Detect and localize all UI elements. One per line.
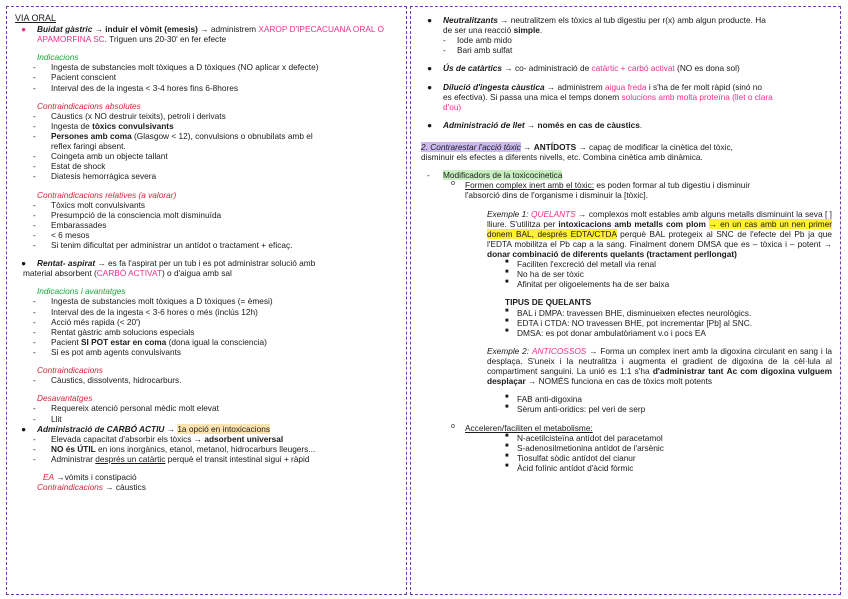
llet-head: Administració de llet (443, 119, 525, 130)
anticossos-label: ANTICOSSOS (531, 345, 587, 356)
catartics-item: ● Ús de catàrtics → co- administració de catàrtic + carbó activat (NO es dona sol) (427, 63, 740, 74)
list-item: ■ S-adenosilmetionina antídot de l'arsènic (505, 442, 664, 453)
left-panel (6, 6, 407, 595)
tipus-heading: TIPUS DE QUELANTS (505, 297, 592, 308)
list-item: - Ingesta de substancies molt tòxiques a D tòxiques (= èmesi) (33, 296, 273, 307)
label-desav: Desavantatges (37, 393, 93, 404)
list-item: - Ingesta de substancies molt tòxiques a D tòxiques (NO aplicar x defecte) (33, 62, 319, 73)
list-item: ■ Afinitat per oligoelements ha de ser baixa (505, 279, 670, 290)
neutral-item: ● Neutralitzants → neutralitzem els tòxics al tub digestiu per r(x) amb algun producte. Ha (427, 15, 766, 25)
carbo-list (15, 434, 400, 464)
catartics-head: Ús de catàrtics (443, 63, 503, 74)
buidat-head: Buidat gàstric (37, 23, 93, 34)
neutral-cont: de ser una reacció simple. (443, 25, 543, 36)
list-item: ■ No ha de ser tòxic (505, 269, 584, 280)
list-item: ■ BAL i DMPA: travessen BHE, disminueixen efectes neurològics. (505, 307, 752, 318)
list-item: - Requereix atenció personal mèdic molt elevat (33, 403, 219, 414)
list-item: - Bari amb sulfat (443, 45, 513, 56)
buidat-ind-list (15, 62, 400, 92)
arrow: → (164, 423, 178, 434)
list-item: ■ Tiosulfat sòdic antídot del cianur (505, 452, 636, 463)
list-item: ■ Faciliten l'excreció del metall via renal (505, 259, 657, 270)
right-panel (410, 6, 841, 595)
sec2-highlight: 2. Contrarestar l'acció tòxic (421, 141, 521, 152)
bullet-icon: ● (427, 81, 433, 92)
bullet-icon: ● (427, 119, 433, 130)
list-item: ■ DMSA: es pot donar ambulatòriament v.o i pocs EA (505, 327, 706, 338)
list-item: - Si tenim dificultat per administrar un antídot o tractament + eficaç. (33, 240, 293, 251)
list-item: - Administrar després un catàrtic perquè el transit intestinal sigui + ràpid (33, 454, 310, 465)
section-title: VIA ORAL (15, 13, 57, 23)
list-item: - Càustics, dissolvents, hidrocarburs. (33, 375, 182, 386)
list-item: - Iode amb mido (443, 35, 512, 46)
list-item: - Rentat gàstric amb solucions especials (33, 326, 195, 337)
list-item-cont: reflex faringi absent. (51, 141, 126, 152)
list-item: ■ Sèrum anti-oridics: pel veri de serp (505, 404, 646, 415)
bullet-icon: ● (21, 423, 27, 434)
complex-cont: l'absorció dins de l'organisme i disminuir la [tòxic]. (465, 190, 649, 201)
list-item: - < 6 mesos (33, 229, 90, 240)
text: es fa l'aspirat per un tub i es pot administrar solució amb (108, 258, 316, 269)
label-ind-avant: Indicacions i avantatges (37, 286, 126, 297)
text: . Triguen uns 20-30' en fer efecte (104, 34, 227, 45)
list-item: - Llit (33, 413, 62, 424)
list-item: - Interval des de la ingesta < 3-4 hores fins 6-8hores (33, 82, 239, 93)
label-contra-rel: Contraindicacions relatives (a valorar) (37, 189, 177, 200)
rentat-cont: material absorbent (CARBÓ ACTIVAT) o d'aigua amb sal (23, 268, 232, 279)
carbo-ci: Contraindicacions → càustics (37, 482, 146, 493)
bullet-icon: ● (21, 23, 27, 34)
list-item: - Si es pot amb agents convulsivants (33, 347, 182, 358)
buidat-drug: XAROP D'IPECACUANA ORAL O APAMORFINA SC (37, 23, 384, 45)
list-item: - Acció més rapida (< 20') (33, 316, 141, 327)
arrow: → (92, 23, 106, 34)
arrow: → (95, 258, 109, 269)
rentat-head: Rentat- aspirat (37, 258, 96, 269)
dilucio-item: ● Dilució d'ingesta càustica → administrem aigua freda i s'ha de fer molt ràpid (sinó no (427, 81, 763, 92)
bullet-icon: ● (21, 258, 27, 269)
list-item: - Interval des de la ingesta < 3-6 hores o més (inclús 12h) (33, 306, 258, 317)
label-indicacions: Indicacions (37, 52, 79, 63)
carbo-ea: EA →vòmits i constipació (43, 472, 137, 483)
quelants-label: QUELANTS (531, 208, 576, 219)
modif-heading: - Modificadors de la toxicocinetica (427, 170, 563, 181)
list-item: - Estat de shock (33, 161, 106, 172)
buidat-rel-list (15, 200, 400, 251)
carbo-head: Administració de CARBÓ ACTIU (37, 423, 165, 434)
bullet-icon: ● (427, 15, 433, 25)
carbo-highlight: 1a opció en intoxicacions (177, 423, 271, 434)
example-2: Exemple 2: ANTICOSSOS → Forma un complex inert amb la digoxina circulant en sang i la desplaça. S'uneix i la neutralitza i augmenta el gradient de digoxina de la cèl·lula al compartiment sanguini. La unió es 1:1 s'ha d'administrar tant Ac com digoxina vulguem desplaçar → NOMÉS funciona en cas de tòxics molt potents (487, 345, 833, 387)
dilucio-cont: es efectiva). Si passa una mica el temps donem solucions amb molta proteïna (llet o clara (443, 91, 773, 102)
list-item: - Presumpció de la consciencia molt disminuïda (33, 209, 222, 220)
dilucio-head: Dilució d'ingesta càustica (443, 81, 545, 92)
buidat-contra-list (15, 111, 400, 182)
carbo-item (15, 424, 400, 434)
list-item: - Càustics (x NO destruir teixits), petroli i derivats (33, 110, 226, 121)
list-item: ■ FAB anti-digoxina (505, 394, 583, 405)
list-item: - Coingeta amb un objecte tallant (33, 151, 168, 162)
dilucio-cont2: d'ou) (443, 101, 462, 112)
section-2-cont: disminuir els efectes a diferents nivells, etc. Combina cinètica amb dinàmica. (421, 152, 703, 163)
arrow: → (197, 23, 211, 34)
list-item: - Persones amb coma (Glasgow < 12), convulsions o obnubilats amb el (33, 130, 313, 141)
accel-item: o Acceleren/faciliten el metabolisme: (451, 422, 593, 433)
list-item: ■ Àcid folínic antídot d'àcid fòrmic (505, 462, 634, 473)
list-item: - Tòxics molt convulsivants (33, 199, 146, 210)
list-item: - Ingesta de tòxics convulsivants (33, 120, 174, 131)
list-item: - Pacient conscient (33, 72, 117, 83)
list-item: - NO és ÚTIL en ions inorgànics, etanol, metanol, hidrocarburs lleugers... (33, 443, 316, 454)
rentat-item (15, 258, 400, 268)
buidat-mid: induir el vòmit (emesis) (105, 23, 198, 34)
list-item: ■ N-acetilcisteïna antídot del paracetamol (505, 432, 663, 443)
list-item: - Embarassades (33, 219, 107, 230)
buidat-item (15, 24, 400, 44)
list-item: - Elevada capacitat d'absorbir els tòxics → adsorbent universal (33, 433, 284, 444)
list-item: - Pacient SI POT estar en coma (dona igual la consciencia) (33, 336, 267, 347)
list-item: - Diatesis hemorràgica severa (33, 171, 157, 182)
example-highlight: → en un cas amb un nen primer donem BAL, després EDTA/CTDA (487, 218, 833, 239)
label-contra: Contraindicacions (37, 365, 103, 376)
section-2-heading: 2. Contrarestar l'acció tòxic → ANTÍDOTS → capaç de modificar la cinètica del tòxic, (421, 141, 733, 152)
llet-item: ● Administració de llet → només en cas de càustics. (427, 119, 643, 130)
rentat-drug: CARBÓ ACTIVAT (96, 268, 162, 279)
label-contra-abs: Contraindicacions absolutes (37, 100, 141, 111)
text: administrem (210, 23, 259, 34)
bullet-icon: ● (427, 63, 433, 74)
neutral-head: Neutralitzants (443, 15, 498, 25)
rentat-ind-list (15, 296, 400, 357)
example-1: Exemple 1: QUELANTS → complexos molt estables amb alguns metalls disminuint la seva [ ] lliure. S'utilitza per intoxicacions amb metalls com plom → en un cas amb un nen primer donem BAL, després EDTA/CTDA perquè BAL protegeix al SNC de l'efecte del Pb ja que l'EDTA mobilitza el Pb cap a la sang. Finalment donem DMSA que es – tòxica i – potent → donar combinació de diferents quelants (tractament perllongat) (487, 208, 833, 259)
complex-item: o Formen complex inert amb el tòxic: es poden formar al tub digestiu i disminuir (451, 180, 750, 191)
list-item: ■ EDTA i CTDA: NO travessen BHE, pot incrementar [Pb] al SNC. (505, 317, 752, 328)
